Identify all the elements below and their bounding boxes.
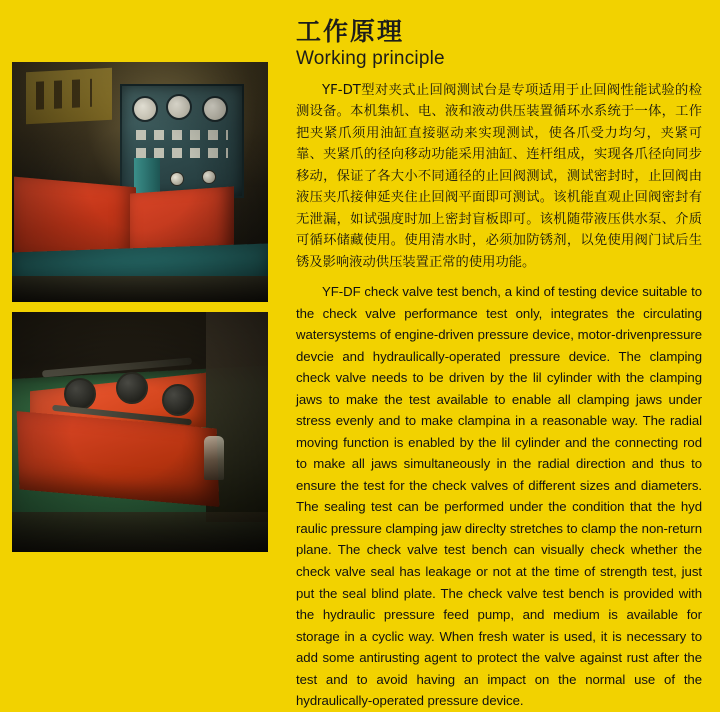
photo-1-vignette: [12, 62, 268, 302]
photo-check-valve-test-bench-top-view: [12, 312, 268, 552]
photo-2-content: [12, 312, 268, 552]
body-paragraph-chinese: [296, 80, 702, 274]
paragraph-english-text: YF-DF check valve test bench, a kind of testing device suitable to the check valve performance test only, integrates the circulating watersystems of engine-driven pressure device, motor-drivenpressure devcie and hydraulically-operated pressure device. The clamping check valve needs to be driven by the lil cylinder with the clamping jaws to make the test available to enable all clamping jaws under stress evenly and to make clampina in a reasonable way. The radial moving function is enabled by the lil cylinder and the connecting rod to make all jaws simultaneously in the radial direction and thus to ensure the test for the check valves of different sizes and diameters. The sealing test can be performed under the condition that the hyd raulic pressure clamping jaw direclty stretches to clamp the non-return plane. The check valve test bench can visually check whether the check valve seal has leakage or not at the time of strength test, just put the seal blind plate. The check valve test bench is provided with the hydraulic pressure feed pump, and medium is available for storage in a cyclic way. When fresh water is used, it is necessary to add some antirusting agent to protect the valve against rust after the test and to avoid having an impact on the normal use of the hydraulically-operated pressure device.: [296, 284, 702, 709]
text-column: [280, 0, 720, 709]
page-title-english: Working principle: [296, 47, 445, 69]
body-paragraph-english: [296, 281, 702, 711]
photo-1-content: [12, 62, 268, 302]
photo-column: [0, 0, 280, 695]
photo-check-valve-test-bench-front-view: [12, 62, 268, 302]
page-title-chinese: 工作原理: [296, 17, 405, 46]
paragraph-chinese-text: YF-DT型对夹式止回阀测试台是专项适用于止回阀性能试验的检测设备。本机集机、电、液和液动供压装置循环水系统于一体，工作把夹紧爪须用油缸直接驱动来实现测试，使各爪受力均匀，夹紧可靠、夹紧爪的径向移动功能采用油缸、连杆组成，实现各爪径向同步移动，保证了各大小不同通径的止回阀测试，测试密封时，止回阀由液压夹爪接伸延夹住止回阀平面即可测试。该机能直观止回阀密封有无泄漏，如试强度时加上密封盲板即可。该机随带液压供水泵、介质可循环储藏使用。使用清水时，必须加防锈剂，以免使用阀门试后生锈及影响液动供压装置正常的使用功能。: [296, 82, 702, 270]
photo-2-vignette: [12, 312, 268, 552]
